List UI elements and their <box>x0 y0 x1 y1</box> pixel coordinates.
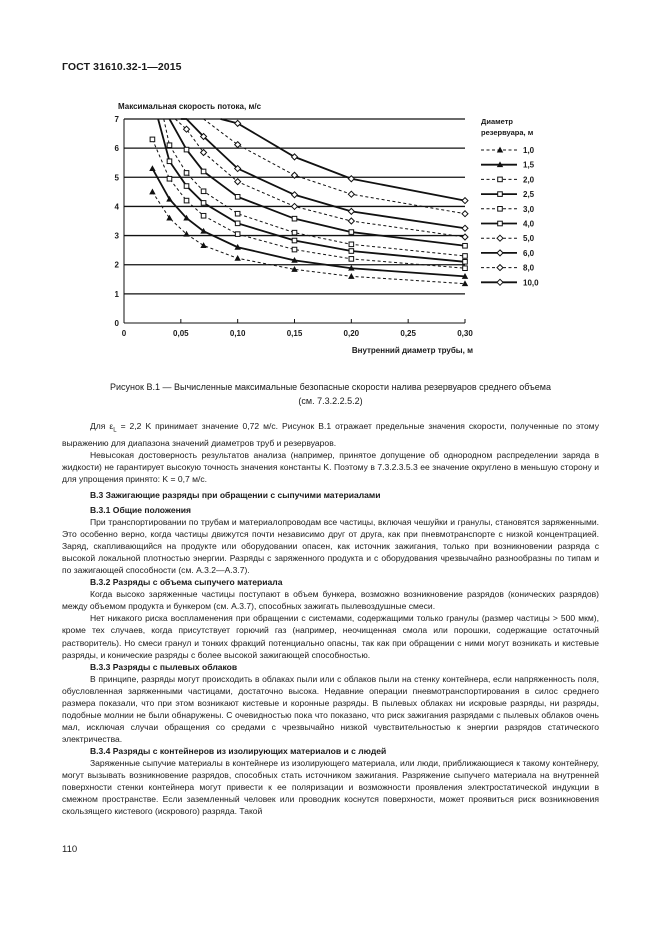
data-point <box>349 249 354 254</box>
y-tick-label: 4 <box>114 202 119 212</box>
data-point <box>498 177 503 182</box>
legend-label: 4,0 <box>523 219 535 229</box>
data-point <box>150 137 155 142</box>
legend-item <box>481 175 535 184</box>
paragraph-granules: Нет никакого риска воспламенения при обращении с системами, содержащими только гранулы (размер частицы > 500 мкм), кроме тех случаев, когда присутствует горючий газ (например, неочищенная смола или порошки, содержащие остаточный растворитель). Но смеси гранул и тонких фракций потенциально опасны, так как при обращении с ними могут возникать и кистевые разряды, и конические разряды с более высокой зажигающей способностью. <box>62 613 599 660</box>
data-point <box>497 265 503 271</box>
data-point <box>349 257 354 262</box>
data-point <box>348 191 354 197</box>
legend-label: 1,5 <box>523 160 535 170</box>
y-tick-label: 6 <box>114 144 119 154</box>
data-point <box>184 198 189 203</box>
data-point <box>497 279 503 285</box>
x-tick-label: 0,25 <box>400 329 416 338</box>
data-point <box>235 211 240 216</box>
legend-item <box>481 190 535 199</box>
legend-item <box>481 146 535 155</box>
data-point <box>167 176 172 181</box>
data-point <box>349 242 354 247</box>
legend-label: 3,0 <box>523 204 535 214</box>
data-point <box>292 216 297 221</box>
data-point <box>462 211 468 217</box>
data-point <box>498 192 503 197</box>
data-point <box>349 274 354 279</box>
data-point <box>463 266 468 271</box>
legend-item <box>481 161 535 170</box>
data-point <box>498 207 503 212</box>
x-tick-label: 0,15 <box>286 329 303 338</box>
legend-label: 2,0 <box>523 175 535 185</box>
x-tick-label: 0 <box>121 329 127 338</box>
legend-label: 8,0 <box>523 263 535 273</box>
chart-series <box>150 119 468 286</box>
legend-item <box>481 205 535 214</box>
legend-item <box>481 278 539 287</box>
x-tick-label: 0,20 <box>343 329 360 338</box>
data-point <box>201 201 206 206</box>
legend-label: 5,0 <box>523 234 535 244</box>
series-2 <box>150 137 467 270</box>
data-point <box>292 230 297 235</box>
data-point <box>235 221 240 226</box>
page-number: 110 <box>62 844 78 855</box>
data-point <box>150 189 155 194</box>
data-point <box>150 166 155 171</box>
figure-caption-line1: Рисунок В.1 — Вычисленные максимальные безопасные скорости налива резервуаров среднего объема <box>110 382 551 392</box>
data-point <box>167 159 172 164</box>
heading-b32: В.3.2 Разряды с объема сыпучего материала <box>90 577 283 588</box>
data-point <box>348 208 354 214</box>
data-point <box>462 198 468 204</box>
y-tick-label: 1 <box>114 289 119 299</box>
series-line <box>152 139 465 268</box>
y-tick-label: 2 <box>114 260 119 270</box>
data-point <box>201 213 206 218</box>
data-point <box>235 256 240 261</box>
legend-label: 2,5 <box>523 190 535 200</box>
y-tick-label: 5 <box>114 173 119 183</box>
x-tick-label: 0,05 <box>173 329 189 338</box>
data-point <box>184 171 189 176</box>
legend-label: 1,0 <box>523 146 535 155</box>
figure-caption-line2: (см. 7.3.2.2.5.2) <box>298 396 363 406</box>
chart-x-axis-label: Внутренний диаметр трубы, м <box>351 346 473 355</box>
data-point <box>201 169 206 174</box>
body-text <box>62 420 599 817</box>
paragraph-reliability: Невысокая достоверность результатов анализа (например, принятое допущение об однородном распределении заряда в жидкости) не гарантирует высокую точность значения константы K. Поэтому в 7.3.2.3.5.3 ее значение округлено в меньшую сторону и для упрощения принято: K = 0,7 м/с. <box>62 449 599 484</box>
data-point <box>463 260 468 265</box>
paragraph-dust-clouds: В принципе, разряды могут происходить в облаках пыли или с облаков пыли на стенку контейнера, если напряженность поля, обусловленная заряженными частицами, достаточно высока. Недавние операции пневмотранспортирования в силос среднего размера показали, что при этом возникают кистевые и коронные разряды. В пылевых облаках ни искровые разряды, ни разряды, подобные молнии не были обнаружены. С очевидностью пока что показано, что риск зажигания разрядами с пылевых облаков очень мал, исключая случаи обращения со средами с чрезвычайно низкой чувствительностью к энергии разрядов статического электричества. <box>62 673 599 744</box>
y-tick-label: 0 <box>114 319 119 328</box>
series-line <box>221 119 465 201</box>
data-point <box>184 147 189 152</box>
heading-b33: В.3.3 Разряды с пылевых облаков <box>90 661 238 672</box>
data-point <box>497 235 503 241</box>
series-line <box>175 119 465 237</box>
data-point <box>498 221 503 226</box>
chart-y-axis-label: Максимальная скорость потока, м/с <box>118 102 262 111</box>
data-point <box>292 192 298 198</box>
series-0 <box>150 189 468 286</box>
y-tick-label: 3 <box>114 231 119 241</box>
data-point <box>167 215 172 220</box>
series-line <box>152 192 465 284</box>
data-point <box>497 250 503 256</box>
data-point <box>292 203 298 209</box>
heading-b31: В.3.1 Общие положения <box>90 504 192 515</box>
velocity-chart <box>0 0 661 370</box>
data-point <box>463 254 468 259</box>
chart-legend-title-line2: резервуара, м <box>481 128 534 137</box>
data-point <box>184 184 189 189</box>
document-header: ГОСТ 31610.32-1—2015 <box>62 61 182 73</box>
series-line <box>181 119 465 228</box>
chart-legend-title-line1: Диаметр <box>481 117 513 126</box>
data-point <box>235 195 240 200</box>
x-tick-label: 0,30 <box>457 329 473 338</box>
data-point <box>349 230 354 235</box>
series-line <box>169 119 465 246</box>
chart-legend <box>481 146 539 287</box>
paragraph-insulating-containers: Заряженные сыпучие материалы в контейнере из изолирующего материала, или люди, приближающиеся к такому контейнеру, могут вызывать возникновение разрядов, способных стать источником зажигания. Разряжение сыпучего материала на внутренней поверхности стенки контейнера могут привести к ее поляризации и возможности проявления электростатической индукции в смежном пространстве. Если заземленный человек или проводник коснутся поверхности, может проявиться риск возникновения скользящего кистевого (искрового) разряда. Такой <box>62 757 599 817</box>
series-4 <box>164 119 468 258</box>
data-point <box>463 243 468 248</box>
data-point <box>462 281 467 286</box>
paragraph-constant: Для $\varepsilon_L = 2,2$ K принимает значение 0,72 м/с. Рисунок В.1 отражает предельные значения скорости, полученные по этому выражению для диапазона значений диаметров труб и резервуаров. <box>62 421 599 448</box>
legend-item <box>481 249 535 258</box>
data-point <box>348 218 354 224</box>
data-point <box>292 238 297 243</box>
paragraph-general: При транспортировании по трубам и материалопроводам все частицы, включая чешуйки и гранулы, становятся заряженными. Это особенно верно, когда частицы движутся почти независимо друг от друга, как при пневмотранспорте с низкой концентрацией. Заряд, скапливающийся на продукте или оборудовании опасен, как источник зажигания, только при возникновении разряда с высокой локальной плотностью энергии. Разряды с заряженного продукта и с оборудования чрезвычайно разнообразны по типам и по зажигающей способности (см. А.3.2—А.3.7). <box>62 517 599 576</box>
x-tick-label: 0,10 <box>229 329 246 338</box>
legend-item <box>481 220 535 229</box>
legend-label: 6,0 <box>523 248 535 258</box>
heading-b3: В.3 Зажигающие разряды при обращении с сыпучими материалами <box>90 489 381 500</box>
data-point <box>292 247 297 252</box>
legend-label: 10,0 <box>523 278 539 288</box>
data-point <box>201 243 206 248</box>
data-point <box>462 225 468 231</box>
data-point <box>167 143 172 148</box>
legend-item <box>481 234 535 243</box>
data-point <box>235 232 240 237</box>
legend-item <box>481 264 535 273</box>
y-tick-label: 7 <box>114 115 119 124</box>
data-point <box>201 189 206 194</box>
paragraph-bulk-discharge: Когда высоко заряженные частицы поступают в объем бункера, возможно возникновение разрядов (конических разрядов) между объемом продукта и бункером (см. А.3.7), способных зажигать пылевоздушные смеси. <box>62 589 599 612</box>
heading-b34: В.3.4 Разряды с контейнеров из изолирующих материалов и с людей <box>90 745 387 756</box>
data-point <box>235 179 241 185</box>
